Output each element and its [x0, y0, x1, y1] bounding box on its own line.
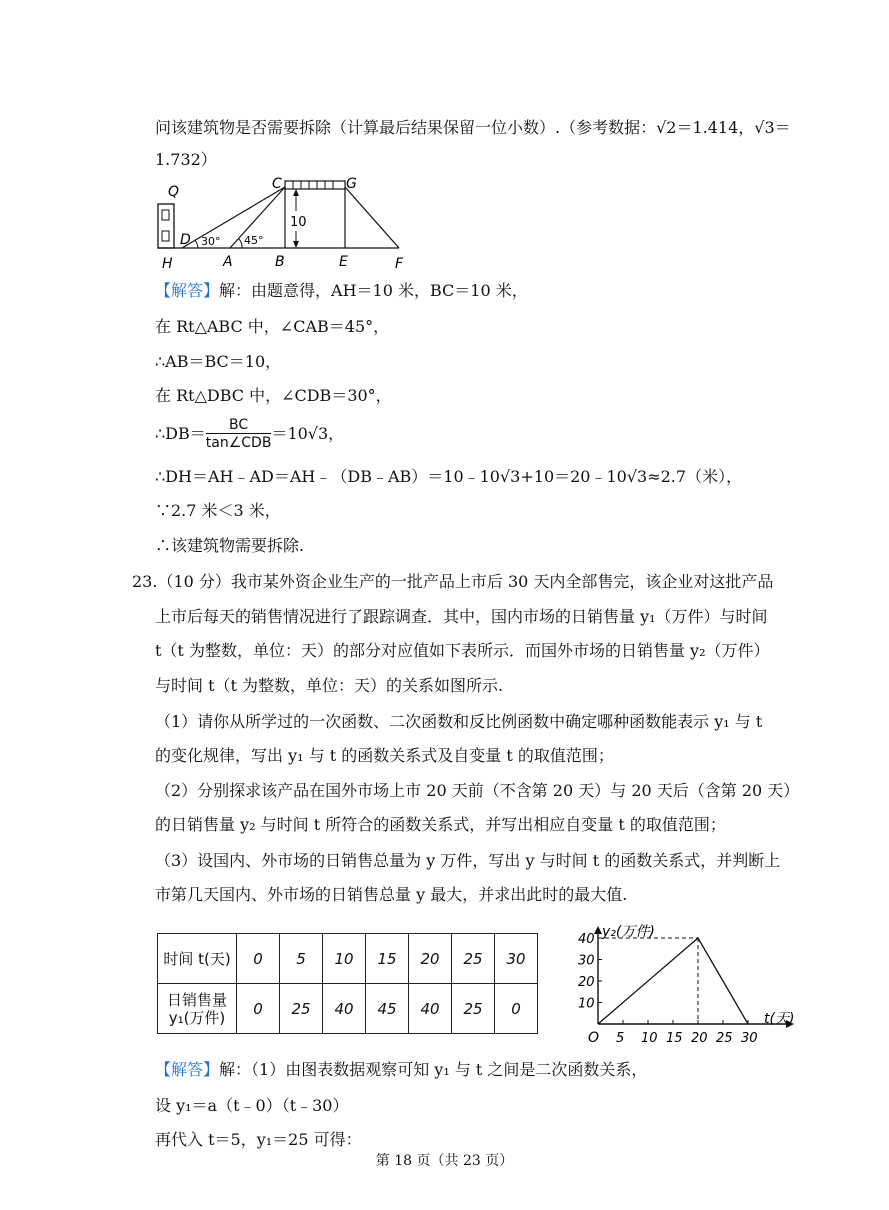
question-line-2: 1.732） — [155, 150, 217, 169]
q23-line-4: 与时间 t（t 为整数，单位：天）的关系如图所示. — [155, 676, 504, 695]
x-tick-label: 10 — [641, 1031, 658, 1046]
q23-part2-b: 的日销售量 y₂ 与时间 t 所符合的函数关系式，并写出相应自变量 t 的取值范围； — [155, 815, 726, 834]
table-cell: 40 — [323, 984, 366, 1034]
y-tick-label: 10 — [578, 996, 595, 1012]
x-tick-label: 30 — [741, 1031, 758, 1046]
y-tick-label: 20 — [578, 975, 595, 990]
fraction — [206, 417, 272, 452]
y-axis-label: y₂(万件) — [602, 924, 655, 940]
table-cell: 40 — [409, 984, 452, 1034]
label-Q: Q — [168, 184, 180, 200]
table-cell: 0 — [237, 934, 280, 984]
solution-line-2: 设 y₁＝a（t﹣0）（t﹣30） — [155, 1096, 349, 1115]
x-tick-label: 15 — [666, 1031, 683, 1046]
y-tick-label: 30 — [578, 953, 595, 969]
solution-line-3: 再代入 t＝5，y₁＝25 可得： — [155, 1130, 362, 1149]
label-A: A — [223, 254, 233, 270]
y-tick-label: 40 — [578, 932, 595, 947]
x-axis-label: t(天) — [764, 1011, 795, 1027]
q23-line-1: 23.（10 分）我市某外资企业生产的一批产品上市后 30 天内全部售完，该企业对这批产品 — [132, 572, 774, 591]
q23-part3-a: （3）设国内、外市场的日销售总量为 y 万件，写出 y 与时间 t 的函数关系式，并判断上 — [155, 851, 781, 870]
answer-tag: 【解答】 — [155, 281, 220, 300]
solution-text-1: 解：（1）由图表数据观察可知 y₁ 与 t 之间是二次函数关系， — [219, 1060, 648, 1079]
table-row — [158, 984, 538, 1034]
table-cell: 30 — [495, 934, 538, 984]
building-diagram — [155, 174, 415, 274]
q23-line-3: t（t 为整数，单位：天）的部分对应值如下表所示．而国外市场的日销售量 y₂（万件） — [155, 641, 770, 660]
table-head-time: 时间 t(天) — [158, 934, 237, 984]
answer-5-suffix: ＝10√3， — [271, 424, 345, 443]
answer-line-6: ∴DH＝AH﹣AD＝AH﹣（DB﹣AB）＝10﹣10√3+10＝20﹣10√3≈2.7（米）， — [155, 467, 743, 486]
table-cell: 10 — [323, 934, 366, 984]
answer-line-1 — [155, 280, 528, 302]
table-head-sales-b: y₁(万件) — [168, 1008, 226, 1027]
height-label: 10 — [290, 215, 307, 230]
table-cell: 25 — [452, 984, 495, 1034]
q23-part3-b: 市第几天国内、外市场的日销售总量 y 最大，并求出此时的最大值. — [155, 885, 628, 904]
angle-30-label: 30° — [201, 235, 221, 248]
label-D: D — [180, 232, 191, 248]
table-cell: 0 — [237, 984, 280, 1034]
table-row — [158, 934, 538, 984]
x-tick-label: 20 — [691, 1031, 708, 1046]
origin-label: O — [588, 1030, 600, 1046]
label-E: E — [339, 254, 348, 270]
fraction-denominator: tan∠CDB — [205, 435, 272, 451]
solution-line-1 — [155, 1059, 647, 1081]
table-cell: 15 — [366, 934, 409, 984]
q23-part2-a: （2）分别探求该产品在国外市场上市 20 天前（不含第 20 天）与 20 天后（含第 20 天） — [155, 781, 800, 800]
q23-line-2: 上市后每天的销售情况进行了跟踪调查．其中，国内市场的日销售量 y₁（万件）与时间 — [155, 607, 768, 626]
table-cell: 45 — [366, 984, 409, 1034]
angle-45-label: 45° — [244, 234, 264, 247]
question-line-1: 问该建筑物是否需要拆除（计算最后结果保留一位小数）.（参考数据：√2＝1.414，√3＝ — [155, 118, 791, 137]
series-line — [598, 938, 748, 1024]
answer-line-4: 在 Rt△DBC 中，∠CDB＝30°， — [155, 386, 392, 405]
table-cell: 25 — [280, 984, 323, 1034]
sales-table — [157, 933, 538, 1034]
table-head-sales — [158, 984, 237, 1034]
table-cell: 5 — [280, 934, 323, 984]
x-tick-label: 5 — [616, 1031, 625, 1046]
label-G: G — [346, 176, 357, 192]
answer-line-2: 在 Rt△ABC 中，∠CAB＝45°， — [155, 317, 390, 336]
table-cell: 25 — [452, 934, 495, 984]
q23-part1-a: （1）请你从所学过的一次函数、二次函数和反比例函数中确定哪种函数能表示 y₁ 与 t — [155, 712, 763, 731]
answer-line-3: ∴AB＝BC＝10， — [155, 352, 282, 371]
answer-line-5 — [155, 414, 344, 454]
answer-line-7: ∵2.7 米＜3 米， — [155, 501, 281, 520]
table-cell: 20 — [409, 934, 452, 984]
q23-part1-b: 的变化规律，写出 y₁ 与 t 的函数关系式及自变量 t 的取值范围； — [155, 746, 614, 765]
fraction-numerator: BC — [206, 417, 272, 434]
answer-text-1: 解：由题意得，AH＝10 米，BC＝10 米， — [219, 281, 528, 300]
label-C: C — [272, 176, 282, 192]
solution-tag: 【解答】 — [155, 1060, 220, 1079]
label-B: B — [275, 254, 285, 270]
x-tick-label: 25 — [716, 1031, 733, 1046]
table-head-sales-a: 日销售量 — [166, 990, 227, 1009]
page-footer: 第 18 页（共 23 页） — [375, 1153, 514, 1169]
answer-line-8: ∴该建筑物需要拆除. — [155, 536, 305, 555]
label-H: H — [162, 256, 173, 272]
label-F: F — [395, 256, 404, 272]
answer-5-prefix: ∴DB＝ — [155, 424, 206, 443]
table-cell: 0 — [495, 984, 538, 1034]
y2-chart — [570, 918, 810, 1050]
